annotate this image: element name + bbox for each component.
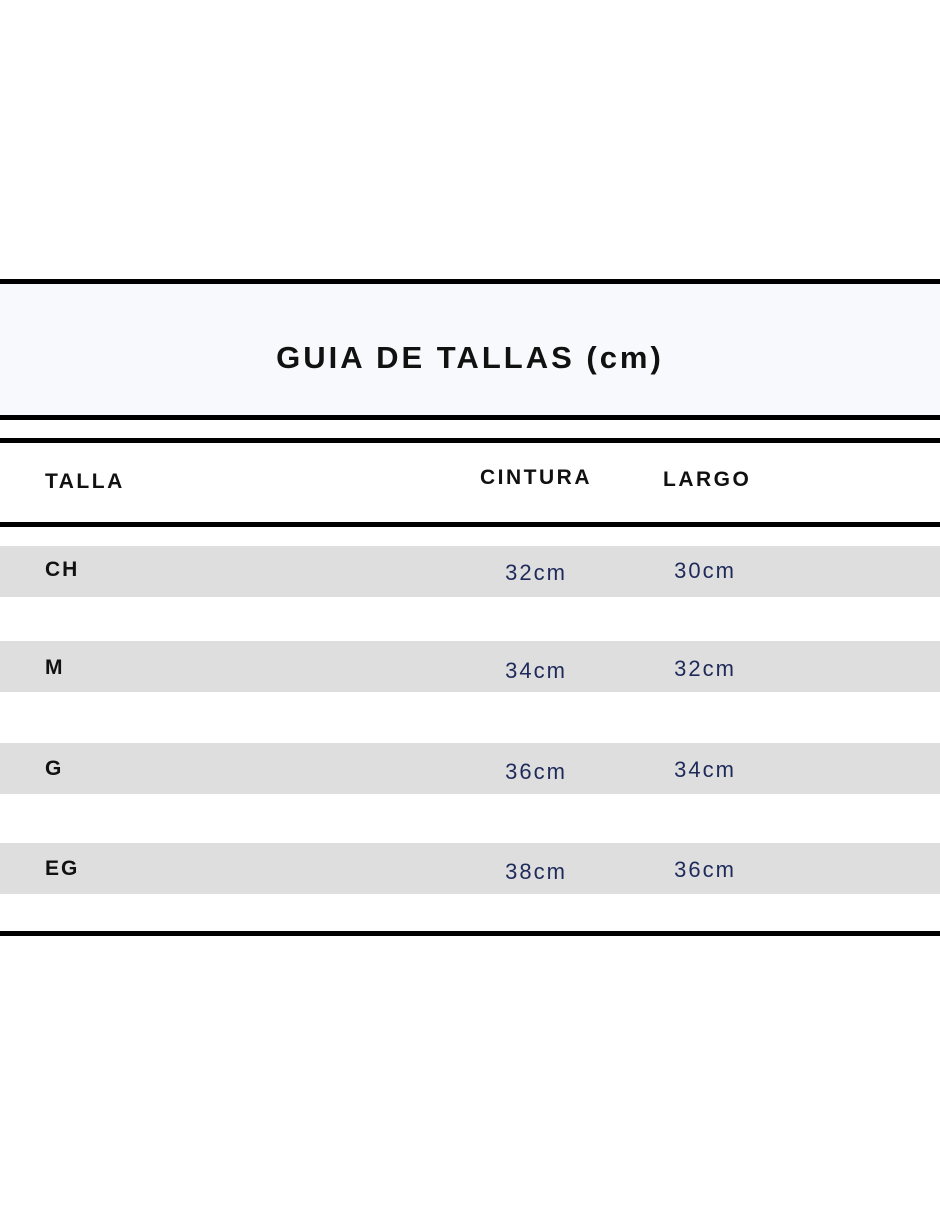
cintura-value: 36cm [505,759,567,784]
title-bottom-rule [0,415,940,420]
top-rule [0,279,940,284]
largo-value: 34cm [674,757,736,782]
size-label: EG [45,857,80,880]
header-bottom-rule [0,522,940,527]
largo-value: 32cm [674,656,736,681]
cintura-value: 32cm [505,560,567,585]
header-top-rule [0,438,940,443]
largo-value: 30cm [674,558,736,583]
table-bottom-rule [0,931,940,936]
header-talla: TALLA [45,470,125,493]
cintura-value: 34cm [505,658,567,683]
size-guide-title: GUIA DE TALLAS (cm) [276,340,664,375]
cintura-value: 38cm [505,859,567,884]
header-cintura: CINTURA [480,466,592,489]
largo-value: 36cm [674,857,736,882]
header-largo: LARGO [663,468,752,491]
size-label: G [45,757,64,780]
size-label: M [45,656,65,679]
size-label: CH [45,558,80,581]
